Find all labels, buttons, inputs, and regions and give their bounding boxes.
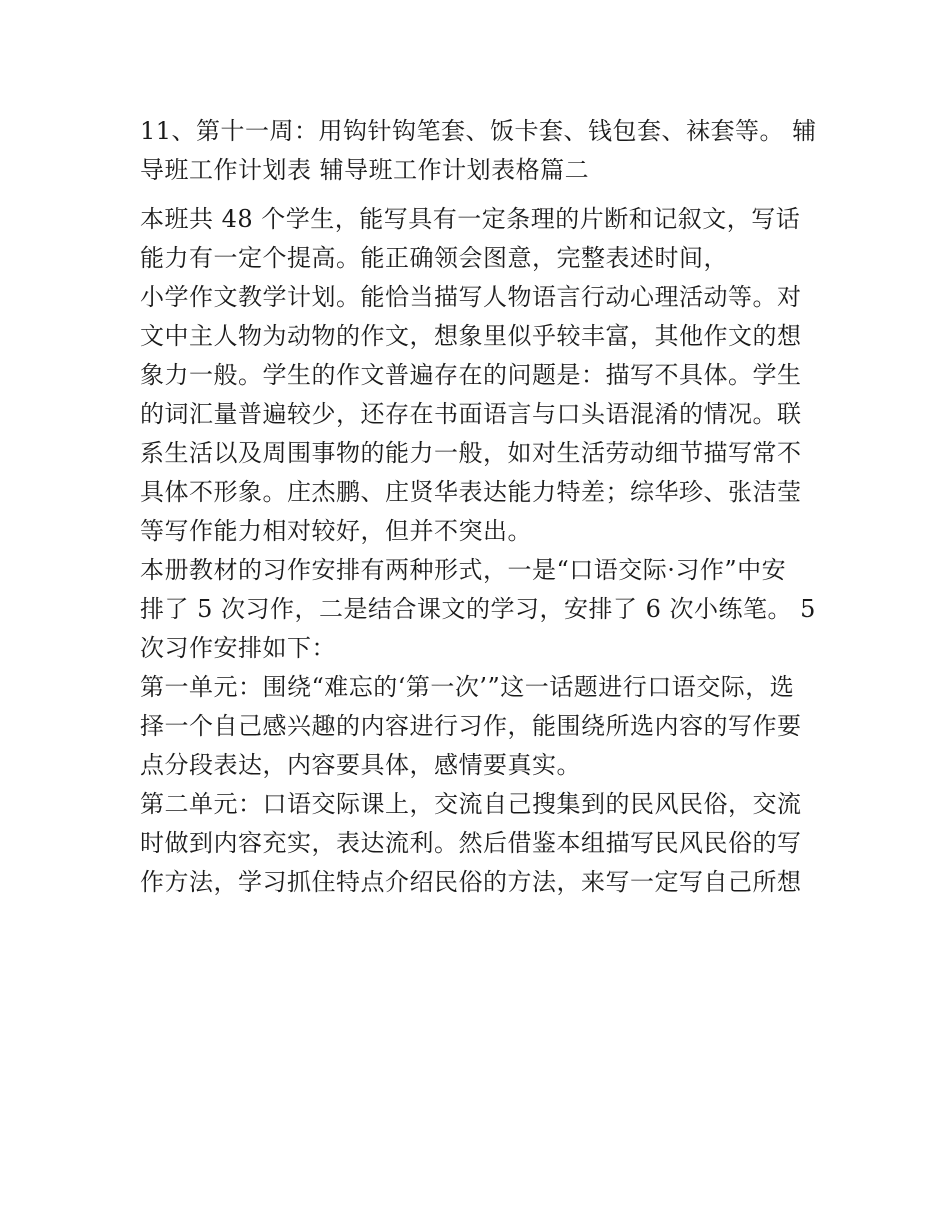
text-line-14: 次习作安排如下： <box>140 634 336 662</box>
text-line-18: 第二单元：口语交际课上，交流自己搜集到的民风民俗，交流 <box>140 790 802 818</box>
text-line-16: 择一个自己感兴趣的内容进行习作，能围绕所选内容的写作要 <box>140 712 802 740</box>
text-line-11: 等写作能力相对较好，但并不突出。 <box>140 517 532 545</box>
text-line-4: 能力有一定个提高。能正确领会图意，完整表述时间， <box>140 244 728 272</box>
text-line-15: 第一单元：围绕“难忘的‘第一次’”这一话题进行口语交际，选 <box>140 673 795 701</box>
text-line-5: 小学作文教学计划。能恰当描写人物语言行动心理活动等。对 <box>140 283 802 311</box>
text-line-10: 具体不形象。庄杰鹏、庄贤华表达能力特差；综华珍、张洁莹 <box>140 478 802 506</box>
text-line-9: 系生活以及周围事物的能力一般，如对生活劳动细节描写常不 <box>140 439 802 467</box>
text-line-12: 本册教材的习作安排有两种形式，一是“口语交际·习作”中安 <box>140 556 787 584</box>
text-line-13: 排了 5 次习作，二是结合课文的学习，安排了 6 次小练笔。 5 <box>140 595 816 623</box>
text-line-17: 点分段表达，内容要具体，感情要真实。 <box>140 751 581 779</box>
text-line-19: 时做到内容充实，表达流利。然后借鉴本组描写民风民俗的写 <box>140 829 802 857</box>
document-body <box>140 112 820 902</box>
text-line-7: 象力一般。学生的作文普遍存在的问题是：描写不具体。学生 <box>140 361 802 389</box>
text-line-1: 11、第十一周：用钩针钩笔套、饭卡套、钱包套、袜套等。 辅 <box>140 117 817 145</box>
text-line-3: 本班共 48 个学生，能写具有一定条理的片断和记叙文，写话 <box>140 205 801 233</box>
text-line-8: 的词汇量普遍较少，还存在书面语言与口头语混淆的情况。联 <box>140 400 802 428</box>
text-line-2: 导班工作计划表 辅导班工作计划表格篇二 <box>140 156 590 184</box>
text-line-20: 作方法，学习抓住特点介绍民俗的方法，来写一定写自己所想 <box>140 868 802 896</box>
text-line-6: 文中主人物为动物的作文，想象里似乎较丰富，其他作文的想 <box>140 322 802 350</box>
